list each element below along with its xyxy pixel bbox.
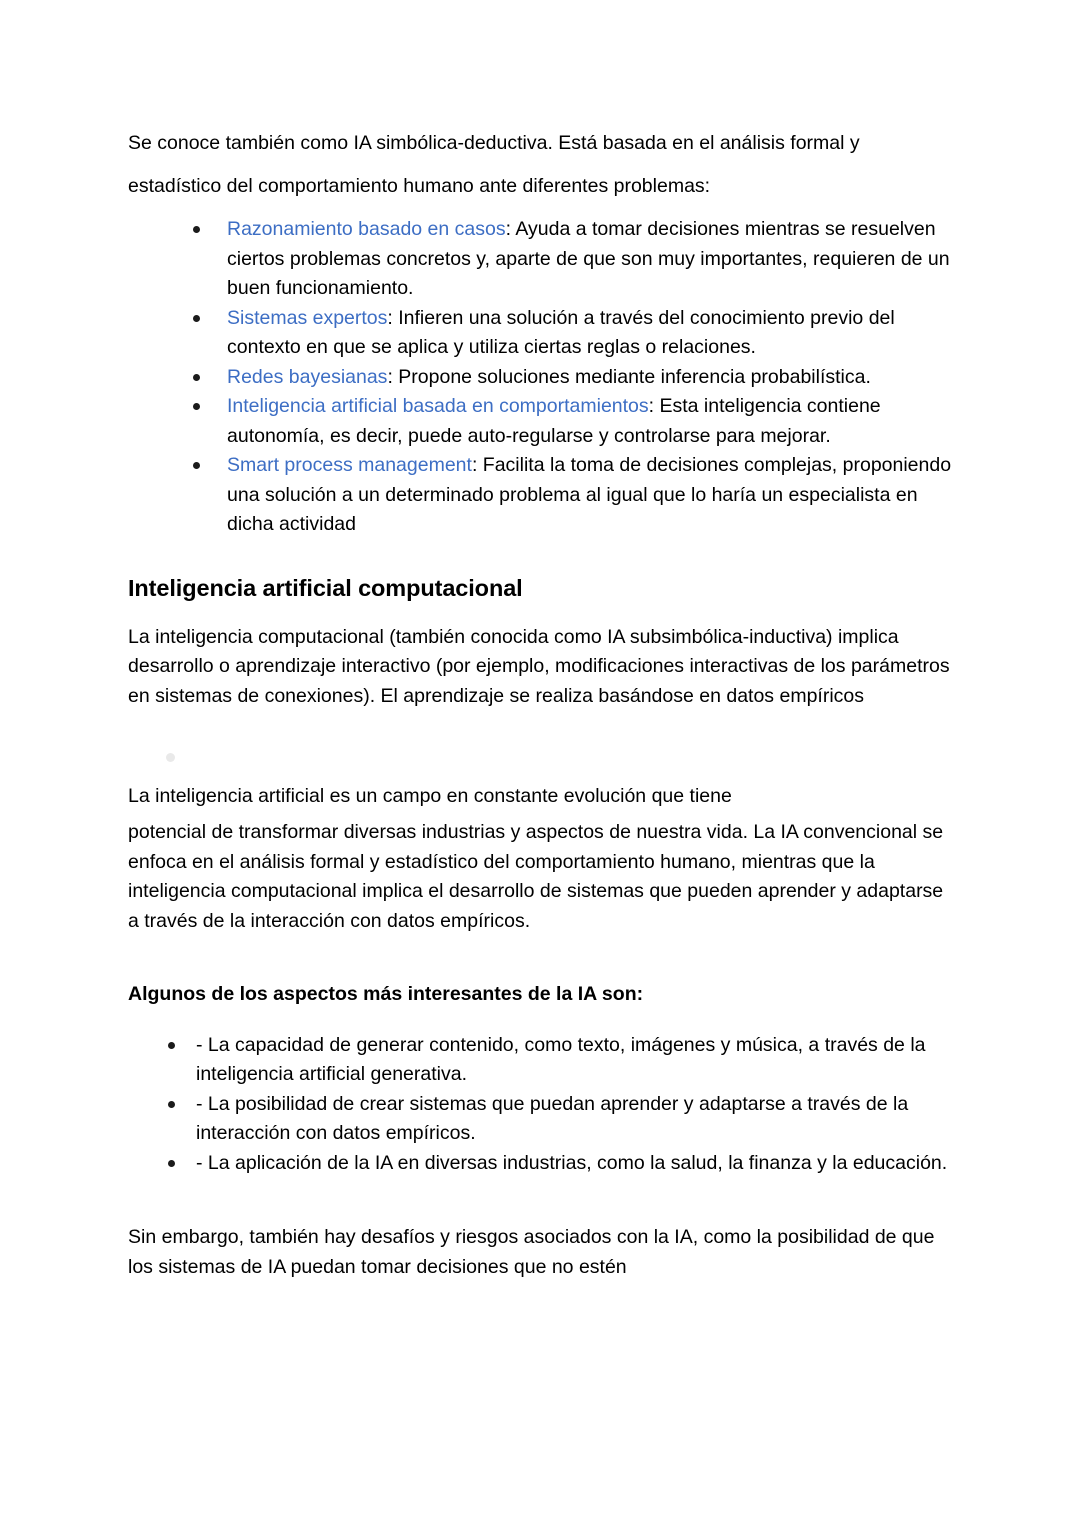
list-item: [128, 215, 952, 304]
concept-term: Razonamiento basado en casos: [227, 218, 506, 240]
concept-term: Sistemas expertos: [227, 306, 388, 329]
spacer: [128, 540, 952, 573]
concepts-list: [128, 215, 952, 540]
concept-separator: :: [471, 454, 483, 476]
concept-separator: :: [648, 395, 660, 417]
spacer: [128, 711, 952, 745]
spacer: [128, 1178, 952, 1223]
list-item: - La capacidad de generar contenido, como texto, imágenes y música, a través de la inteligencia artificial generativa.: [128, 1031, 952, 1090]
concept-description: Propone soluciones mediante inferencia probabilística.: [398, 365, 871, 388]
aspects-lead-heading: Algunos de los aspectos más interesantes de la IA son:: [128, 983, 644, 1005]
concept-term: Redes bayesianas: [227, 365, 388, 388]
document-body: [128, 0, 952, 1282]
list-item: [128, 392, 952, 451]
concept-separator: :: [505, 218, 516, 240]
concept-term: Smart process management: [227, 454, 472, 476]
list-item: [128, 363, 952, 393]
concept-description: Infieren una solución a través del conocimiento previo del contexto en que se aplica y utiliza ciertas reglas o relaciones.: [227, 306, 895, 358]
list-item: - La aplicación de la IA en diversas industrias, como la salud, la finanza y la educación.: [128, 1149, 952, 1179]
concept-separator: :: [387, 306, 399, 329]
concept-description: Esta inteligencia contiene autonomía, es decir, puede auto-regularse y controlarse para mejorar.: [227, 395, 881, 447]
section-paragraph: La inteligencia computacional (también conocida como IA subsimbólica-inductiva) implica desarrollo o aprendizaje interactivo (por ejemplo, modificaciones interactivas de los parámetros en sistemas de conexiones). El aprendizaje se realiza basándose en datos empíricos: [128, 625, 950, 707]
concept-separator: :: [387, 365, 399, 388]
empty-list-item-bullet-icon: [128, 745, 952, 774]
aspects-list: [128, 1031, 952, 1179]
closing-paragraph: Sin embargo, también hay desafíos y riesgos asociados con la IA, como la posibilidad de que los sistemas de IA puedan tomar decisiones que no estén: [128, 1226, 935, 1278]
concept-description: Ayuda a tomar decisiones mientras se resuelven ciertos problemas concretos y, aparte de que son muy importantes, requieren de un buen funcionamiento.: [227, 218, 950, 299]
spacer: [128, 603, 952, 623]
spacer: [128, 1010, 952, 1031]
concept-term: Inteligencia artificial basada en comportamientos: [227, 395, 649, 417]
concept-description: Facilita la toma de decisiones complejas, proponiendo una solución a un determinado problema al igual que lo haría un especialista en dicha actividad: [227, 454, 952, 535]
section-heading: Inteligencia artificial computacional: [128, 574, 523, 601]
spacer: [128, 936, 952, 980]
list-item: - La posibilidad de crear sistemas que puedan aprender y adaptarse a través de la interacción con datos empíricos.: [128, 1090, 952, 1149]
evolution-paragraph: potencial de transformar diversas industrias y aspectos de nuestra vida. La IA convencional se enfoca en el análisis formal y estadístico del comportamiento humano, mientras que la inteligencia computacional implica el desarrollo de sistemas que pueden aprender y adaptarse a través de la interacción con datos empíricos.: [128, 821, 944, 932]
list-item: [128, 451, 952, 540]
list-item: [128, 304, 952, 363]
evolution-lead-line: La inteligencia artificial es un campo en constante evolución que tiene: [128, 785, 732, 807]
intro-paragraph: Se conoce también como IA simbólica-deductiva. Está basada en el análisis formal y estadístico del comportamiento humano ante diferentes problemas:: [128, 132, 860, 197]
spacer: [128, 208, 952, 215]
